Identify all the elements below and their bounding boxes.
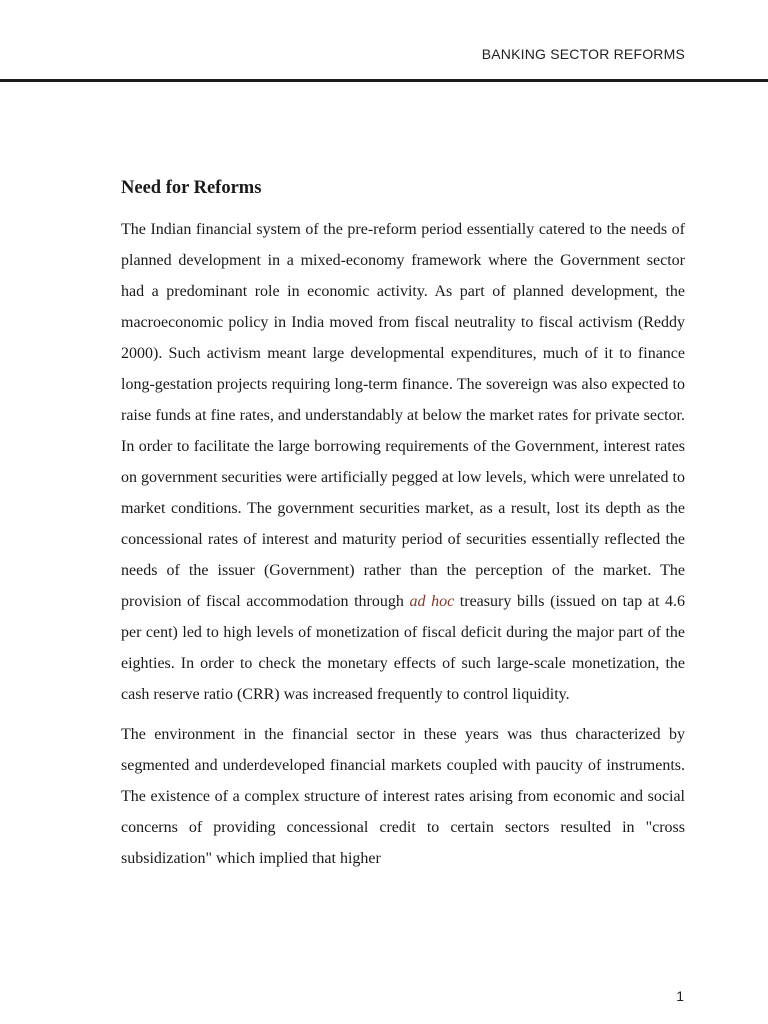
italic-term: ad hoc [409,593,455,610]
running-header-title: BANKING SECTOR REFORMS [481,46,685,62]
section-heading: Need for Reforms [121,178,262,198]
paragraph-1-text-start: The Indian financial system of the pre-reform period essentially catered to the needs of planned development in a mixed-economy framework where the Government sector had a predominant role in economic activity. As part of planned development, the macroeconomic policy in India moved from fiscal neutrality to fiscal activism (Reddy 2000). Such activism meant large developmental expenditures, much of it to finance long-gestation projects requiring long-term finance. The sovereign was also expected to raise funds at fine rates, and understandably at below the market rates for private sector. In order to facilitate the large borrowing requirements of the Government, interest rates on government securities were artificially pegged at low levels, which were unrelated to market conditions. The government securities market, as a result, lost its depth as the concessional rates of interest and maturity period of securities essentially reflected the needs of the issuer (Government) rather than the perception of the market. The provision of fiscal accommodation through [121,221,685,610]
document-body [121,176,685,883]
paragraph-1 [121,214,685,710]
page-number: 1 [676,988,684,1004]
paragraph-2: The environment in the financial sector in these years was thus characterized by segmented and underdeveloped financial markets coupled with paucity of instruments. The existence of a complex structure of interest rates arising from economic and social concerns of providing concessional credit to certain sectors resulted in "cross subsidization" which implied that higher [121,726,685,867]
paragraph-1-text-end: treasury bills (issued on tap at 4.6 per cent) led to high levels of monetization of fiscal deficit during the major part of the eighties. In order to check the monetary effects of such large-scale monetization, the cash reserve ratio (CRR) was increased frequently to control liquidity. [121,593,686,703]
header-divider [0,79,768,82]
